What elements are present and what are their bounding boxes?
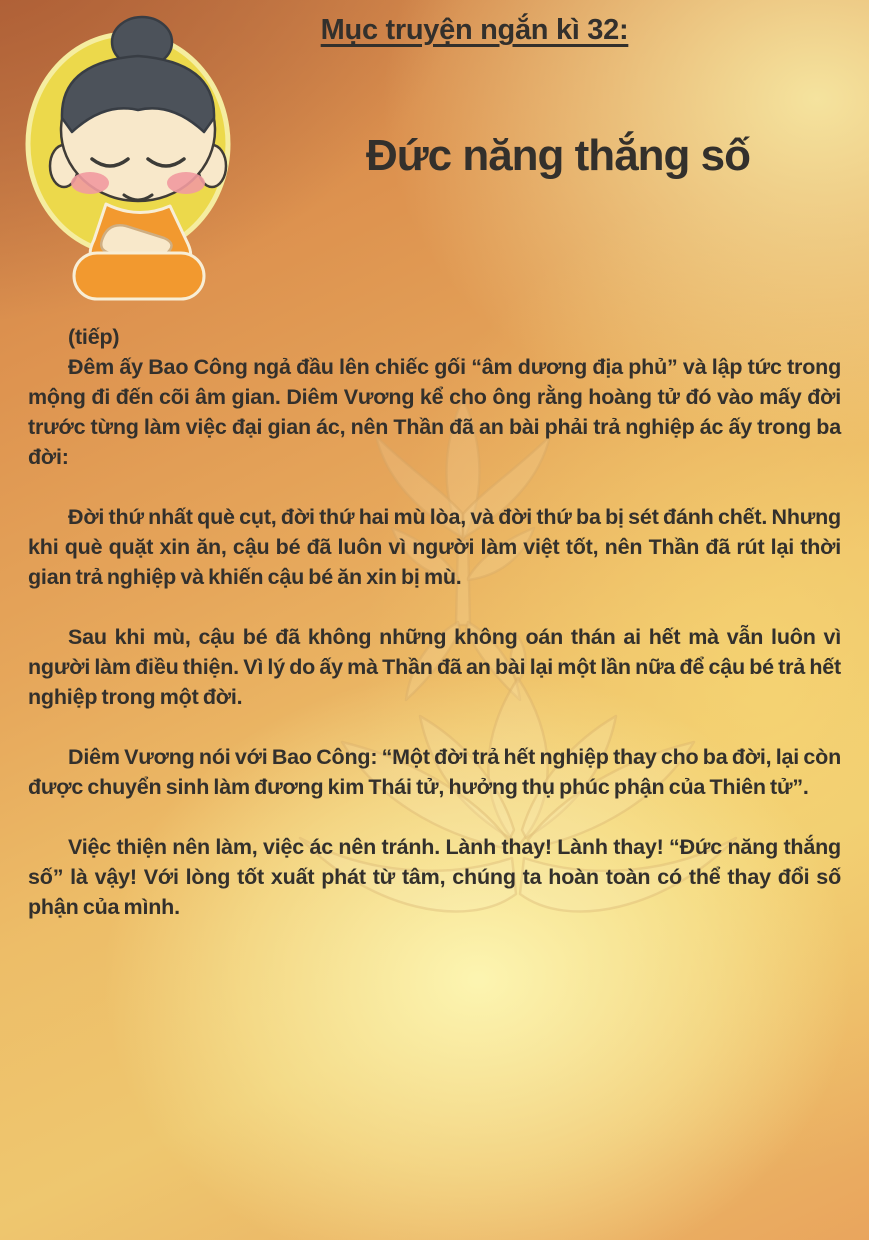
story-paragraph-4: Diêm Vương nói với Bao Công: “Một đời trả hết nghiệp thay cho ba đời, lại còn được chuyển sinh làm đương kim Thái tử, hưởng thụ phúc phận của Thiên tử”.	[28, 745, 841, 799]
buddha-illustration	[14, 10, 249, 305]
story-title: Đức năng thắng số	[366, 131, 750, 180]
continuation-label: (tiếp)	[68, 325, 120, 349]
story-body	[28, 322, 841, 952]
buddha-legs	[74, 253, 204, 299]
story-paragraph-1: Đêm ấy Bao Công ngả đầu lên chiếc gối “âm dương địa phủ” và lập tức trong mộng đi đến cõi âm gian. Diêm Vương kể cho ông rằng hoàng tử đó vào mấy đời trước từng làm việc đại gian ác, nên Thần đã an bài phải trả nghiệp ác ấy trong ba đời:	[28, 355, 841, 469]
story-paragraph-5: Việc thiện nên làm, việc ác nên tránh. Lành thay! Lành thay! “Đức năng thắng số” là vậy! Với lòng tốt xuất phát từ tâm, chúng ta hoàn toàn có thể thay đổi số phận của mình.	[28, 835, 841, 919]
buddha-blush-right	[167, 172, 205, 194]
series-heading: Mục truyện ngắn kì 32:	[320, 14, 629, 46]
story-paragraph-2: Đời thứ nhất què cụt, đời thứ hai mù lòa, và đời thứ ba bị sét đánh chết. Nhưng khi què quặt xin ăn, cậu bé đã luôn vì người làm việt tốt, nên Thần đã rút lại thời gian trả nghiệp và khiến cậu bé ăn xin bị mù.	[28, 505, 841, 589]
story-paragraph-3: Sau khi mù, cậu bé đã không những không oán thán ai hết mà vẫn luôn vì người làm điều thiện. Vì lý do ấy mà Thần đã an bài lại một lần nữa để cậu bé trả hết nghiệp trong một đời.	[28, 625, 841, 709]
buddha-blush-left	[71, 172, 109, 194]
